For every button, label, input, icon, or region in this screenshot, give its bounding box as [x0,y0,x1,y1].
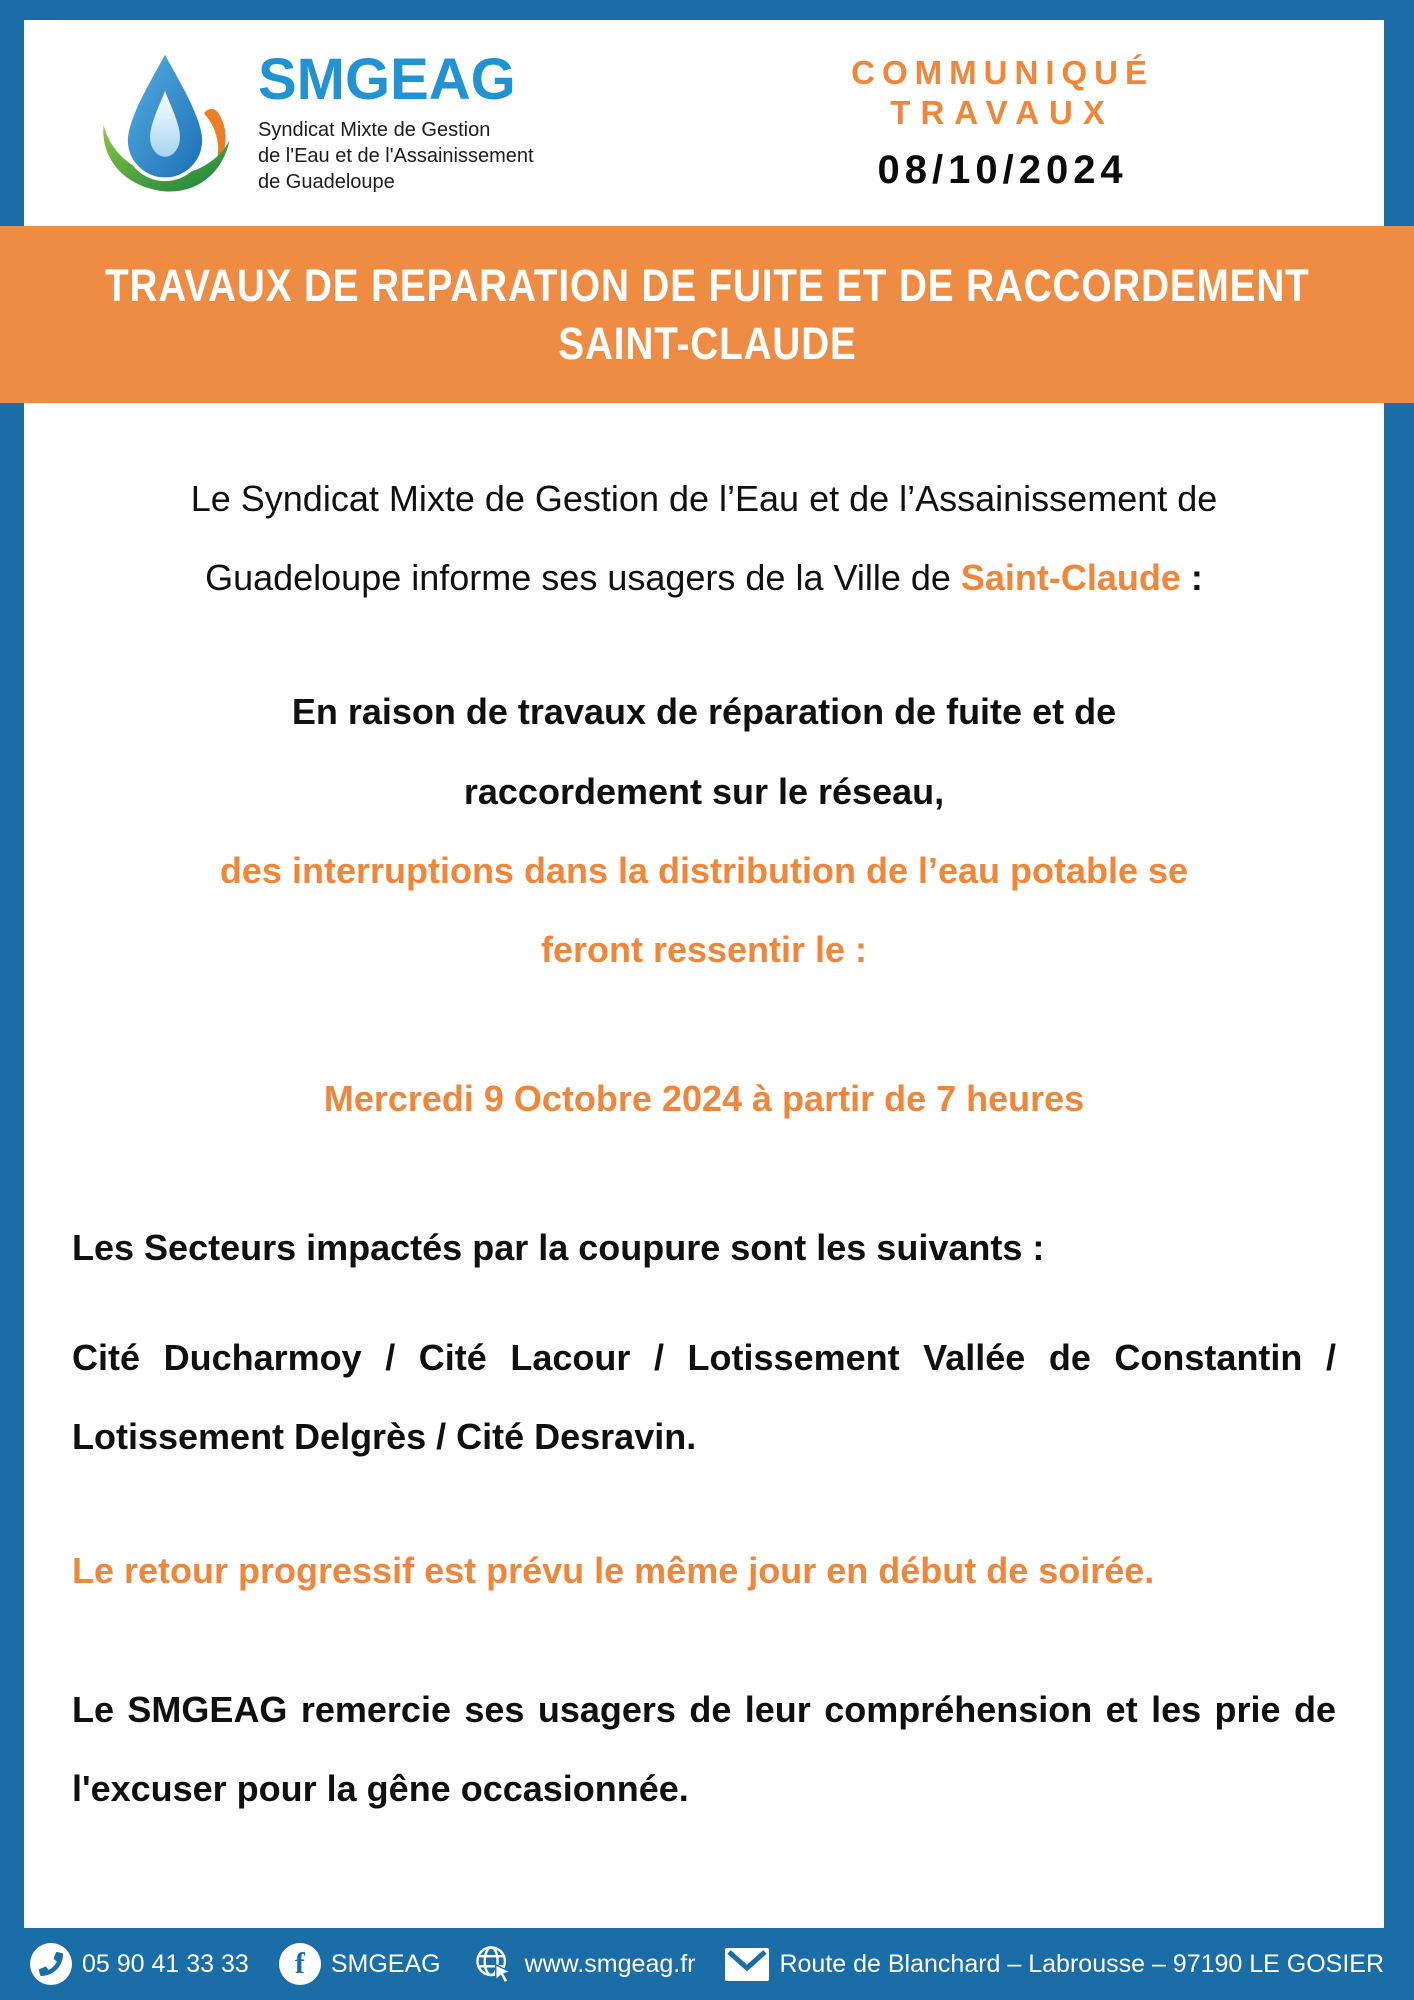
footer-facebook-handle: SMGEAG [330,1949,441,1978]
body-content [24,403,1384,1928]
intro-paragraph [72,459,1336,617]
envelope-icon [725,1948,769,1981]
kicker-category: TRAVAUX [890,93,1115,131]
facebook-icon: f [279,1943,321,1985]
smgeag-logo [90,42,534,204]
footer-website [471,1942,696,1986]
intro-line2: Guadeloupe informe ses usagers de la Ville de Saint-Claude : [205,557,1203,599]
sectors-list: Cité Ducharmoy / Cité Lacour / Lotissement Vallée de Constantin / Lotissement Delgrès / Cité Desravin. [72,1336,1336,1457]
footer-phone [30,1943,249,1985]
footer-phone-number: 05 90 41 33 33 [82,1949,249,1978]
globe-cursor-icon [471,1942,515,1986]
return-notice: Le retour progressif est prévu le même jour en début de soirée. [72,1549,1155,1591]
closing-paragraph: Le SMGEAG remercie ses usagers de leur compréhension et les prie de l'excuser pour la gêne occasionnée. [72,1689,1336,1810]
footer-address [725,1948,1384,1981]
footer-bar [0,1928,1414,2000]
phone-icon [30,1943,72,1985]
city-highlight: Saint-Claude [960,557,1181,599]
water-drop-leaf-logo-icon [90,42,240,204]
banner-title-line1: TRAVAUX DE REPARATION DE FUITE ET DE RACCORDEMENT [104,259,1310,311]
footer-facebook [279,1943,441,1985]
logo-subtitle: Syndicat Mixte de Gestion de l'Eau et de l'Assainissement de Guadeloupe [258,119,534,193]
intro-line1: Le Syndicat Mixte de Gestion de l’Eau et de l’Assainissement de [190,478,1218,519]
header [24,20,1384,226]
reason-paragraph: En raison de travaux de réparation de fuite et de raccordement sur le réseau, des interruptions dans la distribution de l’eau potable se feront ressentir le : [219,691,1189,970]
communique-kicker [851,53,1154,193]
sectors-heading: Les Secteurs impactés par la coupure sont les suivants : [72,1227,1045,1269]
footer-website-url: www.smgeag.fr [524,1949,696,1978]
banner-title-line2: SAINT-CLAUDE [557,317,857,369]
logo-text [258,47,534,195]
communique-date: 08/10/2024 [877,148,1128,193]
title-banner [0,226,1414,403]
footer-address-text: Route de Blanchard – Labrousse – 97190 LE GOSIER [779,1949,1385,1978]
kicker-type: COMMUNIQUÉ [851,53,1154,91]
logo-wordmark: SMGEAG [258,47,516,112]
schedule-line: Mercredi 9 Octobre 2024 à partir de 7 heures [323,1078,1085,1120]
